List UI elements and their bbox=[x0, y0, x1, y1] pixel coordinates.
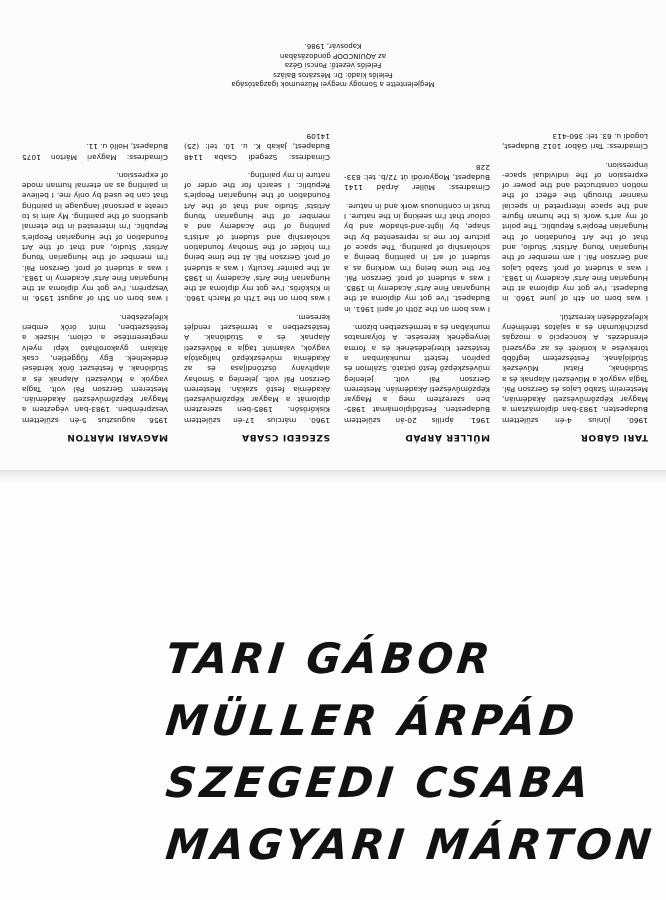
artist-name-magyari: MAGYARI MÁRTON bbox=[163, 820, 658, 869]
imprint-line: Felelős vezető: Poncsi Géza bbox=[284, 61, 382, 70]
contact-address: Címadress: Szegedi Csaba 1148 Budapest, Jakab K. u. 10. tel: (25) 14109 bbox=[184, 131, 330, 162]
biography-text-english: I was born on the 20th of april 1961. in Budapest. I've got my diploma at the Hungarian Fine Arts' Academy in 1985. I was a student of prof. Gerzson Pál. For the time being I'm working as a student of art in painting beeing a scholarship of painting. The space of picture for me is represented by the shape, by light-and-shadow and by colour that I'm seeking in the nature. I trust in continuous work and in nature. bbox=[344, 201, 490, 314]
biography-text-hungarian: 1960. március 17-én születtem Kiskőrösön. 1985-ben szereztem diplomát a Magyar Képzőművészeti Akadémia festő szakán. Mesterem Gerzson Pál volt. Jelenleg a Smohay alapítvány ösztöndíjasa és az Akadémia művészképző hallgatója vagyok, valamint tagja a Művészeti Alapnak és a Stúdiónak. A festészetben a természet rendjét keresem. bbox=[184, 312, 330, 425]
artist-name-szegedi: SZEGEDI CSABA bbox=[163, 758, 595, 807]
artist-name-tari: TARI GÁBOR bbox=[163, 634, 497, 683]
imprint-line: Felelős kiadó: Dr. Mészáros Balázs bbox=[273, 70, 393, 79]
imprint-line: Kaposvár, 1986. bbox=[304, 42, 362, 51]
biography-text-hungarian: 1960. június 4-én születtem Budapesten. 1983-ban diplomáztam a Magyar Képzőművészeti Akadémián, Mestereim Szabó Lajos és Gerzson Pál. Tagja vagyok a Művészeti Alapnak és a Stúdiónak, Fiatal Művészek Stúdiójának. Festészetem legfőbb törekvése a konkrét és az egyszerű elrendezés. A koncepció a mozgás pszichikumán és a sajátos térélmény kifejeződésén keresztül. bbox=[502, 312, 648, 425]
biography-heading: SZEGEDI CSABA bbox=[241, 432, 330, 442]
biography-text-english: I was born on the 17th of March 1960. in Kiskőrös. I've got my diploma at the Hungarian Fine Arts' Academy in 1985 at the painter faculty. I was a student of prof. Gerzson Pál. At the time being I'm holder of the Smohay foundation scholarship and student of artist's painting of the Academy and a member of the Hungarian Young Artists' Studio and that of the Art Foundation of the Hungarian People's Republic. I search for the order of nature in my painting. bbox=[184, 170, 330, 304]
biography-text-english: I was born on 4th of june 1960. in Budapest. I've got my diploma at the Hungarian Fine Arts' Academy in 1983. I was a student of prof. Szabó Lajos and Gerzson Pál. I am member of the Hungarian Young Artists' Studio, and that of the Art Foundation of the Hungarian People's Republic. The point of my art's work is the human figure and the space interpreted in special manner through the effect of the motion constructed and the power of expression of the individual space-impression. bbox=[502, 160, 648, 304]
biography-heading: TARI GÁBOR bbox=[580, 432, 648, 442]
biography-column-magyari bbox=[22, 133, 168, 442]
biography-column-szegedi bbox=[184, 123, 330, 442]
biography-text-hungarian: 1956. augusztus 5-én születtem Veszprémben. 1983-ban végeztem a Magyar Képzőművészeti Akadémián. Mesterem Gerzson Pál volt. Tagja vagyok a Művészeti Alapnak és a Stúdiónak. A festészet örök kérdései érdekelnek. Egy független, csak általam gyakorolható képi nyelv megteremtése a célom. Hiszek a festészetben, mint örök emberi kifejezésben. bbox=[22, 312, 168, 425]
fold-crease bbox=[0, 470, 666, 484]
biography-text-hungarian: 1961. április 20-án születtem Budapesten. Festődiplomámat 1985-ben szereztem meg a Magyar Képzőművészeti Akadémián. Mesterem Gerzson Pál volt. Jelenleg művészképző festő oktató. Szálmon és papíron festett munkáimban a festészet kiterjedésének és a forma lényegének keresése. A folyamatos munkában és a természetben bízom. bbox=[344, 323, 490, 425]
artist-name-muller: MÜLLER ÁRPÁD bbox=[163, 696, 581, 745]
imprint-line: Megjelentette a Somogy megyei Múzeumok Igazgatósága bbox=[231, 80, 435, 88]
imprint-line: az AQUINCOOP gondozásában bbox=[279, 51, 387, 60]
biography-column-tari bbox=[502, 123, 648, 442]
biography-column-muller bbox=[344, 154, 490, 442]
biography-text-english: I was born on 5th of august 1956. in Veszprém. I've got my diploma at the Hungarian Fine Arts' Academy in 1983. I was a student of prof. Gerzson Pál. I'm member of the Hungarian Young Artists' Studio, and that of the Art Foundation of the Hungarian People's Republic. I'm interested in the eternal questions of the painting. My aim is to create a personal language in painting that can be used by only me. I believe in painting as an eternal human mode of expression. bbox=[22, 170, 168, 304]
biography-heading: MÜLLER ÁRPÁD bbox=[404, 432, 490, 442]
contact-address: Címadress: Müller Árpád 1141 Budapest, Mogyoródi út 72/b. tel: 833-228 bbox=[344, 162, 490, 193]
contact-address: Címadress: Magyari Márton 1075 Budapest, Holló u. 11. bbox=[22, 142, 168, 162]
artist-names-panel bbox=[0, 484, 666, 900]
contact-address: Címadress: Tari Gábor 1012 Budapest, Logodi u. 63. tel: 360-413 bbox=[502, 131, 648, 152]
publisher-imprint bbox=[0, 41, 666, 88]
biography-heading: MAGYARI MÁRTON bbox=[66, 432, 168, 442]
